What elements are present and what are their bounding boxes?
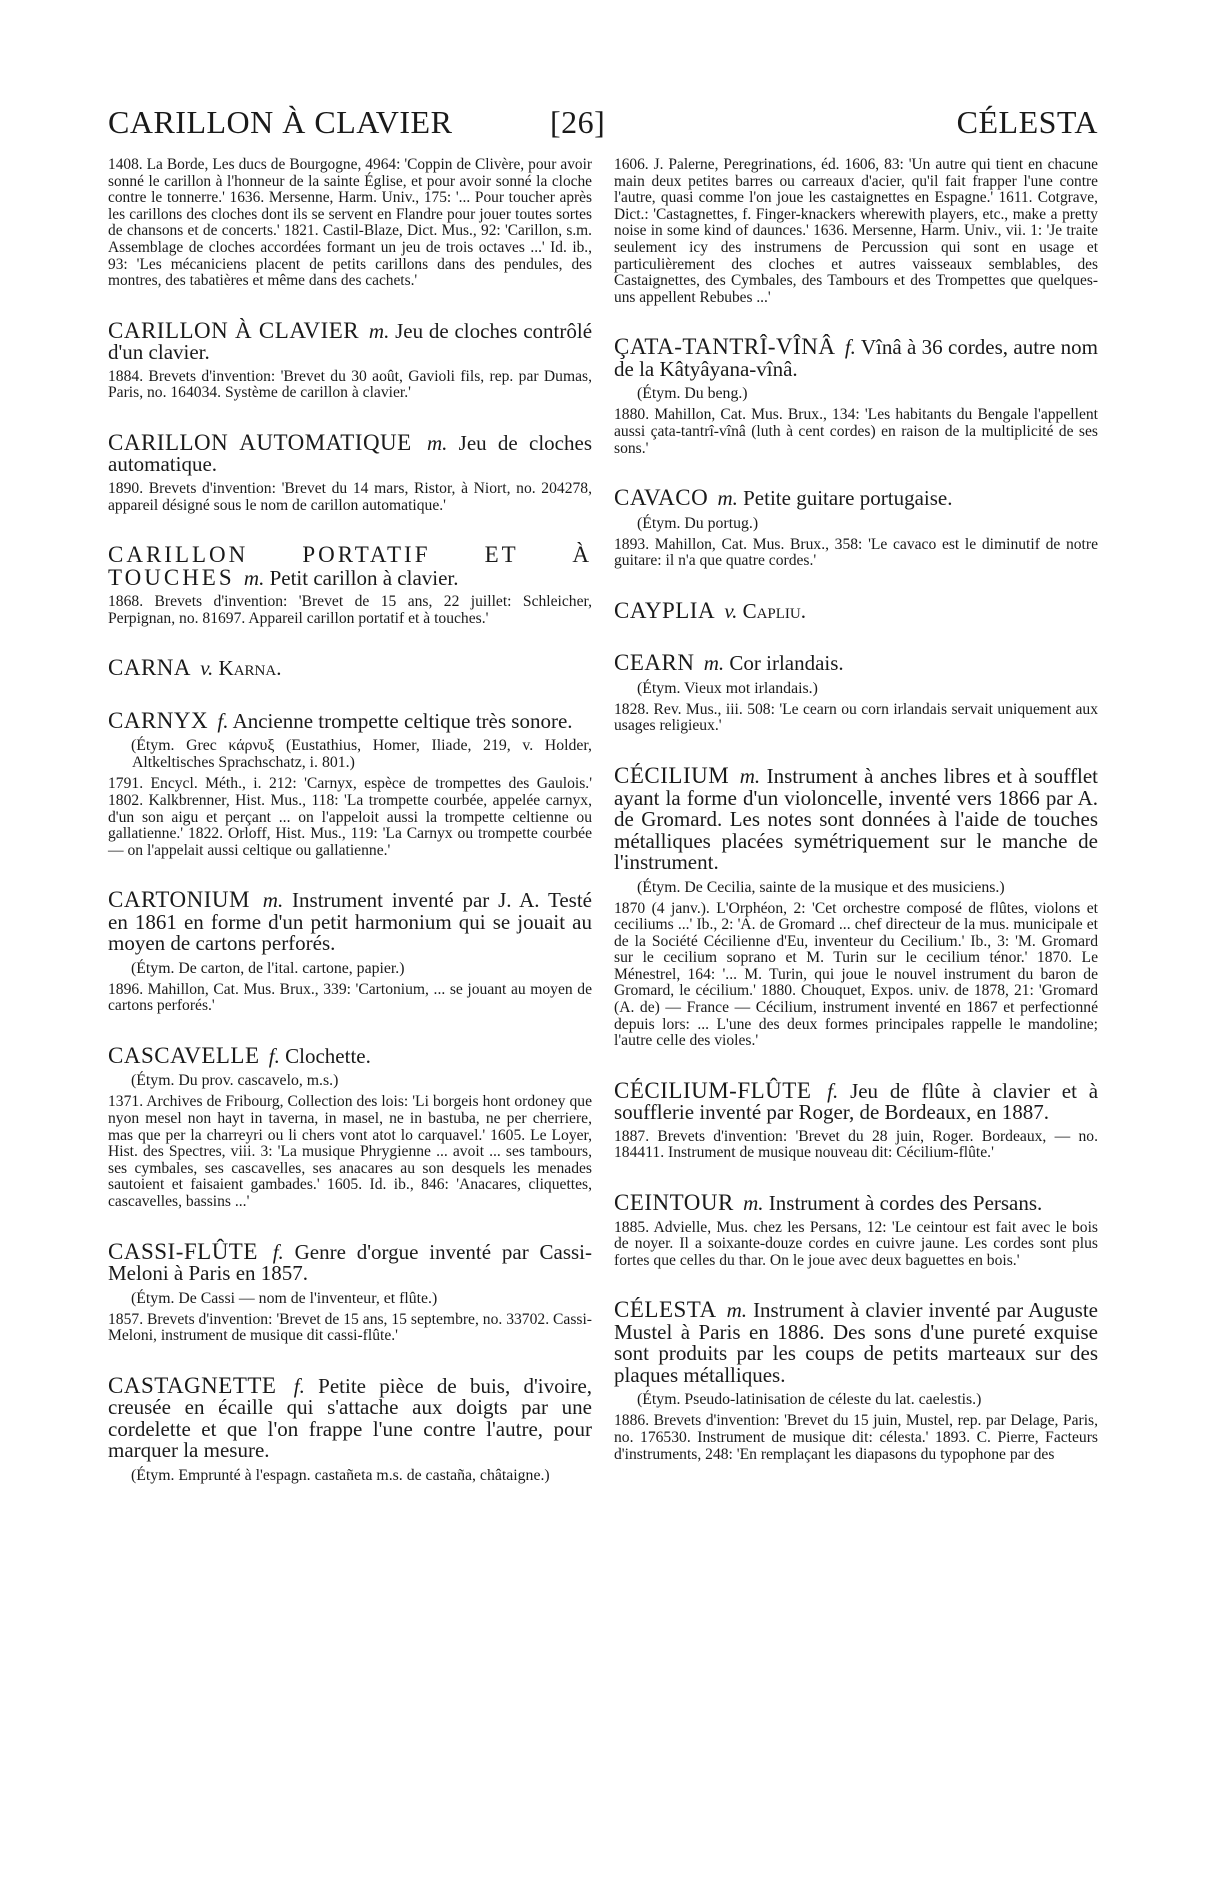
part-of-speech: m.: [243, 565, 265, 590]
page-number: [26]: [550, 104, 606, 140]
definition: Clochette.: [285, 1043, 371, 1068]
citations: 1893. Mahillon, Cat. Mus. Brux., 358: 'Le cavaco est le diminutif de notre guitare: il n'a que quatre cordes.': [614, 535, 1098, 570]
entry-cecilium-flute: [614, 1077, 1099, 1162]
headword: CARTONIUM: [108, 887, 250, 913]
entry-cayplia: [614, 597, 1098, 623]
definition: Instrument inventé par J. A. Testé en 1861 en forme d'un petit harmonium qui se jouait au moyen de cartons perforés.: [108, 888, 592, 956]
part-of-speech: m.: [717, 486, 738, 511]
citations: 1884. Brevets d'invention: 'Brevet du 30 août, Gavioli fils, rep. par Dumas, Paris, no. 164034. Système de carillon à clavier.': [108, 367, 592, 402]
definition: Ancienne trompette celtique très sonore.: [232, 708, 573, 733]
headword: CÉCILIUM-FLÛTE: [614, 1077, 812, 1103]
entry-celesta: [614, 1299, 1098, 1463]
definition: Petit carillon à clavier.: [269, 565, 459, 590]
citations: 1868. Brevets d'invention: 'Brevet de 15 ans, 22 juillet: Schleicher, Perpignan, no. 81697. Appareil carillon portatif et à touches.': [108, 593, 592, 627]
part-of-speech: m.: [426, 430, 448, 455]
definition: Genre d'orgue inventé par Cassi-Meloni à Paris en 1857.: [108, 1239, 592, 1286]
definition: Petite guitare portugaise.: [743, 486, 953, 511]
entry-cata-tantri-vina: [614, 336, 1098, 457]
headword: ÇATA-TANTRÎ-VÎNÂ: [614, 334, 836, 360]
etymology: (Étym. De carton, de l'ital. cartone, papier.): [131, 959, 405, 977]
left-column: [108, 157, 592, 1489]
part-of-speech: f.: [272, 1239, 284, 1264]
entry-cavaco: [614, 487, 1098, 570]
citations: 1791. Encycl. Méth., i. 212: 'Carnyx, espèce de trompettes des Gaulois.' 1802. Kalkbrenner, Hist. Mus., 118: 'La trompette courbée, appelée carnyx, d'un son aigu et perçant ... on l'appeloit aussi la trompette celtienne ou gallatienne.' 1822. Orloff, Hist. Mus., 119: 'La Carnyx ou trompette courbée — on l'appelait aussi celtique ou gallatienne.': [108, 775, 592, 859]
citations: 1828. Rev. Mus., iii. 508: 'Le cearn ou corn irlandais servait uniquement aux usages religieux.': [614, 700, 1098, 735]
definition: Instrument à clavier inventé par Auguste Mustel à Paris en 1886. Des sons d'une pureté exquise sont produits par les coups de petits marteaux sur des plaques métalliques.: [614, 1298, 1099, 1387]
part-of-speech: f.: [268, 1043, 280, 1068]
definition: Jeu de cloches automatique.: [108, 430, 592, 477]
part-of-speech: f.: [827, 1078, 839, 1103]
right-column: [614, 157, 1098, 1463]
citations: 1885. Advielle, Mus. chez les Persans, 12: 'Le ceintour est fait avec le bois de noyer. Il a soixante-douze cordes en cuivre jaune. Les cordes sont plus fortes que celles du thar. On le joue avec deux baguettes en bois.': [614, 1218, 1098, 1269]
etymology: (Étym. Du prov. cascavelo, m.s.): [131, 1072, 339, 1090]
entry-carnyx: [108, 707, 592, 859]
headword: CÉLESTA: [614, 1297, 717, 1323]
citations: 1857. Brevets d'invention: 'Brevet de 15 ans, 15 septembre, no. 33702. Cassi-Meloni, instrument de musique dit cassi-flûte.': [108, 1310, 592, 1345]
entry-carillon-a-clavier: [108, 317, 593, 402]
definition: Petite pièce de buis, d'ivoire, creusée en écaille qui s'attache aux doigts par une cordelette et que l'on frappe l'une contre l'autre, pour marquer la mesure.: [108, 1373, 593, 1463]
entry-castagnette: [108, 1372, 593, 1484]
entry-cearn: [614, 652, 1098, 735]
part-of-speech: f.: [844, 335, 856, 360]
part-of-speech: m.: [743, 1191, 764, 1216]
definition: Instrument à cordes des Persans.: [768, 1191, 1043, 1216]
etymology: (Étym. Du beng.): [637, 385, 748, 403]
part-of-speech: m.: [368, 318, 390, 343]
citations: 1887. Brevets d'invention: 'Brevet du 28 juin, Roger. Bordeaux, — no. 184411. Instrument de musique nouveau dit: Cécilium-flûte.': [614, 1127, 1098, 1162]
running-head-first-entry: CARILLON À CLAVIER: [108, 104, 453, 140]
headword: CARILLON AUTOMATIQUE: [108, 429, 412, 455]
citations: 1886. Brevets d'invention: 'Brevet du 15 juin, Mustel, rep. par Delage, Paris, no. 176530. Instrument de musique dit: célesta.' 1893. C. Pierre, Facteurs d'instruments, 248: 'En remplaçant les diapasons du typophone par des: [614, 1412, 1098, 1463]
etymology: (Étym. Grec κάρνυξ (Eustathius, Homer, Iliade, 219, v. Holder, Altkeltisches Sprachschatz, i. 801.): [131, 737, 592, 772]
headword: CÉCILIUM: [614, 763, 730, 788]
definition: Cor irlandais.: [729, 651, 844, 676]
definition: Jeu de flûte à clavier et à soufflerie inventé par Roger, de Bordeaux, en 1887.: [614, 1078, 1099, 1125]
headword: CASSI-FLÛTE: [108, 1238, 258, 1264]
part-of-speech: f.: [293, 1373, 305, 1398]
citations: 1890. Brevets d'invention: 'Brevet du 14 mars, Ristor, à Niort, no. 204278, appareil désigné sous le nom de carillon automatique.': [108, 479, 592, 514]
headword: CASCAVELLE: [108, 1042, 260, 1068]
etymology: (Étym. De Cassi — nom de l'inventeur, et flûte.): [131, 1289, 438, 1307]
entry-cassi-flute: [108, 1238, 592, 1345]
etymology: (Étym. Vieux mot irlandais.): [637, 679, 818, 697]
headword: CARILLON PORTATIF ET À TOUCHES: [108, 542, 592, 590]
definition: Jeu de cloches contrôlé d'un clavier.: [108, 318, 593, 365]
definition: Instrument à anches libres et à soufflet ayant la forme d'un violoncelle, inventé vers 1866 par A. de Gromard. Les notes sont données à l'aide de touches métalliques placées symétriquement sur le manche de l'instrument.: [614, 764, 1099, 874]
citations: 1870 (4 janv.). L'Orphéon, 2: 'Cet orchestre composé de flûtes, violons et ceciliums ...' Ib., 2: 'A. de Gromard ... chef directeur de la mus. municipale et de la Société Cécilienne d'Eu, inventeur du Cecilium.' Ib., 3: 'M. Gromard sur le cecilium soprano et M. Turin sur le cecilium ténor.' 1870. Le Ménestrel, 164: '... M. Turin, qui joue le nouvel instrument du baron de Gromard, le cécilium.' 1880. Chouquet, Expos. univ. de 1878, 21: 'Gromard (A. de) — France — Cécilium, instrument inventé en 1867 et perfectionné depuis lors: ... L'une des deux formes principales rappelle le mandoline; l'autre celle des violes.': [614, 899, 1098, 1050]
part-of-speech: m.: [703, 651, 725, 676]
cross-reference: Capliu.: [742, 598, 806, 623]
entry-cecilium: [614, 765, 1098, 1050]
entry-cascavelle: [108, 1042, 592, 1211]
headword: CARNA: [108, 655, 192, 681]
headword: CEARN: [614, 650, 695, 676]
headword: CARNYX: [108, 707, 209, 733]
citations: 1371. Archives de Fribourg, Collection des lois: 'Li borgeis hont ordoney que nyon mesel non hayt in taverna, in masel, ne in bastuba, ne per cherriere, mas que per la charreyri ou li chers vont atot lo carquavel.' 1605. Le Loyer, Hist. des Spectres, viii. 3: 'La musique Phrygienne ... avoit ... ses tambours, ses cymbales, ses cascavelles, ses anacares au son desquels les menades sautoient et faisaient gambades.' 1605. Id. ib., 846: 'Anacares, cliquettes, cascavelles, bassins ...': [108, 1093, 592, 1211]
entry-carillon-automatique: [108, 429, 592, 514]
headword: CAVACO: [614, 485, 709, 511]
etymology: (Étym. De Cecilia, sainte de la musique et des musiciens.): [637, 878, 1005, 896]
definition: Vînâ à 36 cordes, autre nom de la Kâtyâyana-vînâ.: [614, 335, 1099, 381]
part-of-speech: v.: [724, 598, 738, 623]
running-head-last-entry: CÉLESTA: [956, 104, 1098, 140]
headword: CEINTOUR: [614, 1190, 734, 1216]
part-of-speech: m.: [262, 888, 284, 913]
entry-ceintour: [614, 1192, 1098, 1269]
cross-reference: Karna.: [218, 656, 282, 681]
continued-citations: 1606. J. Palerne, Peregrinations, éd. 1606, 83: 'Un autre qui tient en chacune main deux petites barres ou carreaux d'acier, qu'il fait frapper l'une contre l'autre, quasi comme l'on joue les castaignettes en Espagne.' 1611. Cotgrave, Dict.: 'Castagnettes, f. Finger-knackers wherewith players, etc., make a pretty noise in some kind of daunces.' 1636. Mersenne, Harm. Univ., vii. 1: 'Je traite seulement icy des instrumens de Percussion qui sont en usage et particulièrement des cloches et autres vaisseaux semblables, des Castaignettes, des Cymbales, des Tambours et des Trompettes que quelques-uns appellent Rebubes ...': [614, 156, 1098, 306]
citations: 1896. Mahillon, Cat. Mus. Brux., 339: 'Cartonium, ... se jouant au moyen de cartons perforés.': [108, 980, 592, 1015]
headword: CAYPLIA: [614, 597, 716, 623]
entry-cartonium: [108, 889, 592, 1015]
part-of-speech: f.: [217, 708, 229, 733]
etymology: (Étym. Pseudo-latinisation de céleste du lat. caelestis.): [637, 1391, 982, 1409]
entry-carna: [108, 657, 592, 680]
entry-carillon-portatif: [108, 544, 592, 627]
headword: CASTAGNETTE: [108, 1372, 277, 1398]
part-of-speech: m.: [726, 1298, 748, 1323]
etymology: (Étym. Emprunté à l'espagn. castañeta m.s. de castaña, châtaigne.): [131, 1466, 550, 1484]
etymology: (Étym. Du portug.): [637, 514, 759, 532]
part-of-speech: m.: [739, 764, 761, 788]
continued-citations: 1408. La Borde, Les ducs de Bourgogne, 4964: 'Coppin de Clivère, pour avoir sonné le carillon à l'honneur de la sainte Église, et pour avoir sonné la cloche contre le tonnerre.' 1636. Mersenne, Harm. Univ., 175: '... Pour toucher après les carillons des cloches dont ils se servent en Flandre pour jouer toutes sortes de chansons et de concerts.' 1821. Castil-Blaze, Dict. Mus., 92: 'Carillon, s.m. Assemblage de cloches accordées formant un jeu de trois octaves ...' Id. ib., 93: 'Les mécaniciens placent de petits carillons dans des pendules, des montres, des tabatières et même dans des cachets.': [108, 156, 592, 290]
citations: 1880. Mahillon, Cat. Mus. Brux., 134: 'Les habitants du Bengale l'appellent aussi çata-tantrî-vînâ (luth à cent cordes) en raison de la multiplicité de ses sons.': [614, 406, 1098, 457]
headword: CARILLON À CLAVIER: [108, 317, 360, 343]
part-of-speech: v.: [200, 656, 214, 681]
running-head: [108, 104, 1098, 144]
